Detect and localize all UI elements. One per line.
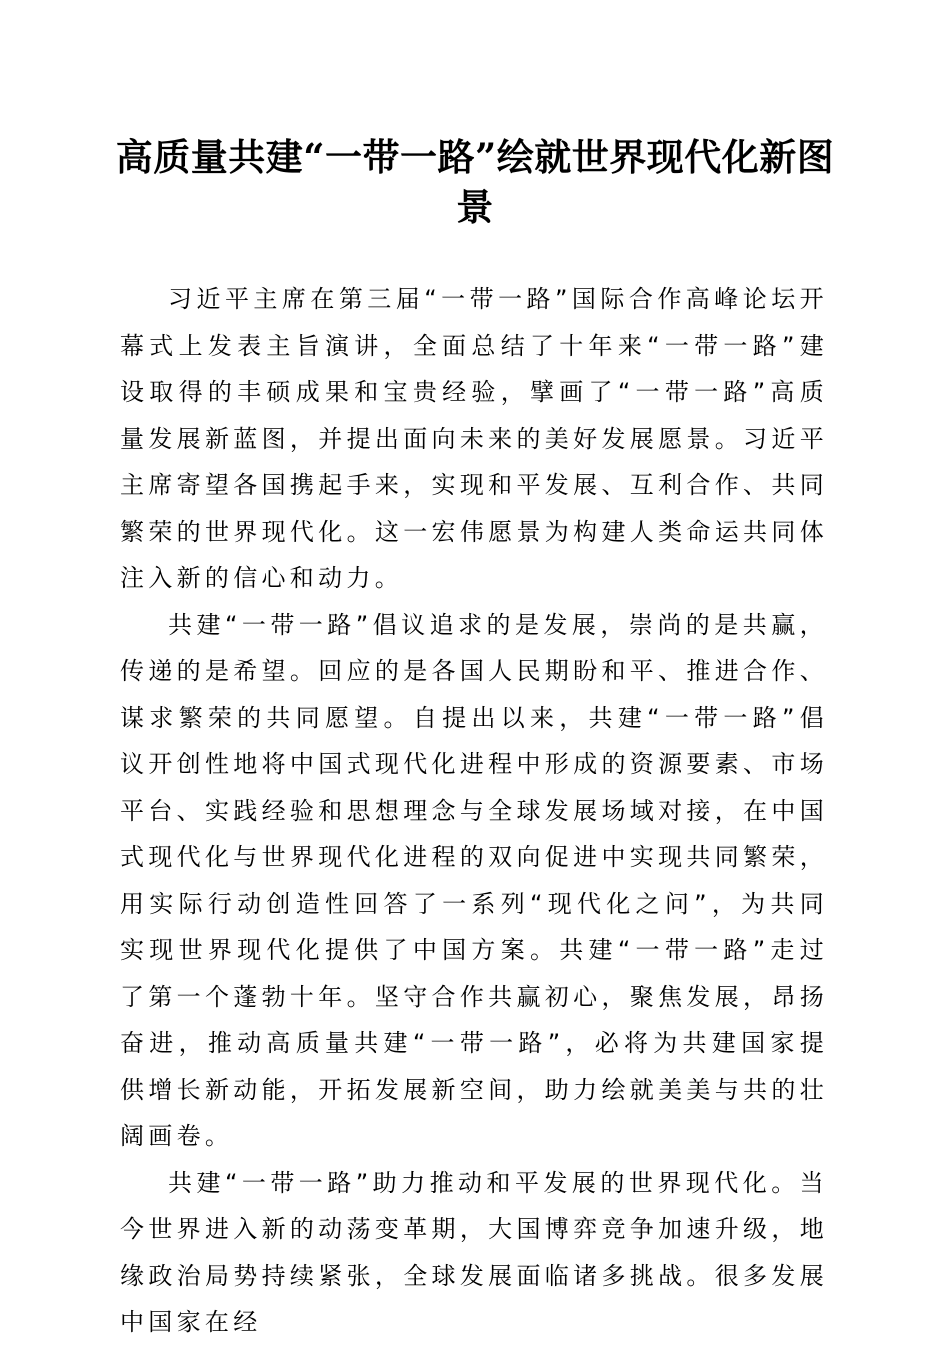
document-title: 高质量共建“一带一路”绘就世界现代化新图景 — [115, 135, 835, 229]
paragraph-3: 共建“一带一路”助力推动和平发展的世界现代化。当今世界进入新的动荡变革期，大国博弈竞争加速升级，地缘政治局势持续紧张，全球发展面临诸多挑战。很多发展中国家在经 — [120, 1168, 828, 1336]
document-body — [120, 276, 828, 1346]
paragraph-1: 习近平主席在第三届“一带一路”国际合作高峰论坛开幕式上发表主旨演讲，全面总结了十年来“一带一路”建设取得的丰硕成果和宝贵经验，擘画了“一带一路”高质量发展新蓝图，并提出面向未来的美好发展愿景。习近平主席寄望各国携起手来，实现和平发展、互利合作、共同繁荣的世界现代化。这一宏伟愿景为构建人类命运共同体注入新的信心和动力。 — [120, 285, 828, 592]
paragraph-2: 共建“一带一路”倡议追求的是发展，崇尚的是共赢，传递的是希望。回应的是各国人民期盼和平、推进合作、谋求繁荣的共同愿望。自提出以来，共建“一带一路”倡议开创性地将中国式现代化进程中形成的资源要素、市场平台、实践经验和思想理念与全球发展场域对接，在中国式现代化与世界现代化进程的双向促进中实现共同繁荣，用实际行动创造性回答了一系列“现代化之问”，为共同实现世界现代化提供了中国方案。共建“一带一路”走过了第一个蓬勃十年。坚守合作共赢初心，聚焦发展，昂扬奋进，推动高质量共建“一带一路”，必将为共建国家提供增长新动能，开拓发展新空间，助力绘就美美与共的壮阔画卷。 — [120, 610, 828, 1150]
